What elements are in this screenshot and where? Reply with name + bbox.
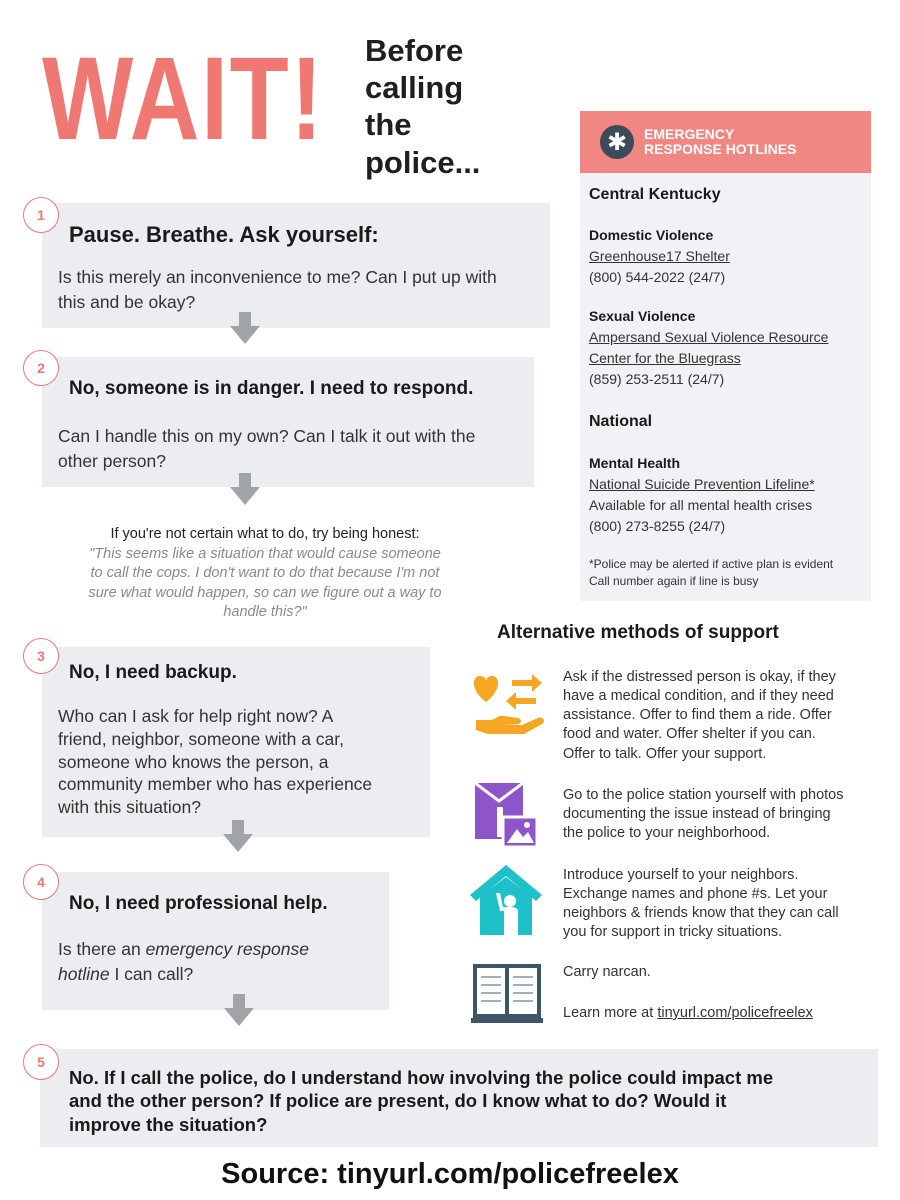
text-line: the police to your neighborhood. xyxy=(563,825,771,842)
care-exchange-icon xyxy=(468,668,548,740)
down-arrow-icon xyxy=(230,473,260,505)
region-central-kentucky: Central Kentucky xyxy=(589,186,721,203)
text-line: with this situation? xyxy=(58,797,201,817)
step-2-text xyxy=(58,424,475,473)
category-label: Mental Health xyxy=(589,455,681,471)
step-1-text xyxy=(58,265,497,314)
honesty-quote-line: to call the cops. I don't want to do that because I'm not xyxy=(90,565,440,582)
text-line: someone who knows the person, a xyxy=(58,751,329,772)
text-fragment: Is there an xyxy=(58,939,146,959)
step-2-number: 2 xyxy=(23,350,59,386)
footnote-line: Call number again if line is busy xyxy=(589,574,759,589)
honesty-lead: If you're not certain what to do, try being honest: xyxy=(110,526,420,542)
text-line: Who can I ask for help right now? A xyxy=(58,706,334,726)
step-3-title: No, I need backup. xyxy=(69,662,237,683)
text-line: assistance. Offer to find them a ride. Offer xyxy=(563,707,832,724)
wait-headline: WAIT! xyxy=(42,33,325,165)
text-line: Ask if the distressed person is okay, if they xyxy=(563,669,836,685)
text-line: other person? xyxy=(58,450,166,471)
step-4-text xyxy=(58,937,378,986)
sexual-violence-entry xyxy=(589,306,828,390)
honesty-quote-line: "This seems like a situation that would cause someone xyxy=(89,545,441,562)
step-4-title: No, I need professional help. xyxy=(69,893,328,914)
honesty-quote-line: handle this?" xyxy=(223,604,307,621)
emergency-hotlines-panel xyxy=(580,111,871,601)
neighbor-house-icon xyxy=(470,863,542,935)
text-emphasis: emergency response xyxy=(145,939,309,959)
down-arrow-icon xyxy=(224,994,254,1026)
open-book-icon xyxy=(471,962,543,1024)
org-link[interactable]: Ampersand Sexual Violence Resource xyxy=(589,329,829,345)
org-link[interactable]: Greenhouse17 Shelter xyxy=(589,248,730,264)
alternative-photos-text xyxy=(563,786,883,843)
subtitle-line: the xyxy=(365,107,412,143)
learn-more-text xyxy=(563,1004,883,1023)
down-arrow-icon xyxy=(230,312,260,344)
text-emphasis: hotline xyxy=(58,963,110,984)
text-line: Exchange names and phone #s. Let your xyxy=(563,886,828,903)
subtitle-line: Before xyxy=(365,33,464,68)
domestic-violence-entry xyxy=(589,225,730,288)
learn-more-link[interactable]: tinyurl.com/policefreelex xyxy=(657,1005,813,1021)
text-line: community member who has experience xyxy=(58,774,373,795)
medical-star-icon: ✱ xyxy=(600,125,634,159)
text-line: have a medical condition, and if they need xyxy=(563,688,834,705)
text-line: Introduce yourself to your neighbors. xyxy=(563,867,799,883)
step-1-title: Pause. Breathe. Ask yourself: xyxy=(69,222,379,247)
subtitle-line: police... xyxy=(365,144,481,180)
step-4-number: 4 xyxy=(23,864,59,900)
step-2-title: No, someone is in danger. I need to respond. xyxy=(69,378,474,399)
honesty-suggestion xyxy=(55,525,475,623)
step-1-number: 1 xyxy=(23,197,59,233)
headline-subtitle xyxy=(365,32,525,181)
text-line: Is this merely an inconvenience to me? Can I put up with xyxy=(58,267,497,287)
subtitle-line: calling xyxy=(365,70,464,106)
hotlines-header xyxy=(580,111,871,173)
text-line: Offer to talk. Offer your support. xyxy=(563,745,767,762)
photo-documents-icon xyxy=(475,783,537,849)
text-line: neighbors & friends know that they can call xyxy=(563,905,839,922)
region-national: National xyxy=(589,413,653,430)
step-3-text xyxy=(58,705,372,819)
phone-number: (800) 273-8255 (24/7) xyxy=(589,518,726,534)
phone-number: (800) 544-2022 (24/7) xyxy=(589,269,726,285)
source-footer: Source: tinyurl.com/policefreelex xyxy=(221,1158,679,1190)
org-link[interactable]: National Suicide Prevention Lifeline* xyxy=(589,476,815,492)
alternatives-title: Alternative methods of support xyxy=(497,622,779,643)
text-line: this and be okay? xyxy=(58,291,196,312)
text-line: friend, neighbor, someone with a car, xyxy=(58,728,345,749)
step-5-title xyxy=(69,1066,773,1136)
category-label: Sexual Violence xyxy=(589,308,696,324)
title-line: improve the situation? xyxy=(69,1113,268,1135)
text-line: food and water. Offer shelter if you can. xyxy=(563,726,816,743)
honesty-quote-line: sure what would happen, so can we figure out a way to xyxy=(88,584,442,601)
text-line: Can I handle this on my own? Can I talk it out with the xyxy=(58,426,476,446)
text-fragment: I can call? xyxy=(109,963,194,984)
org-link[interactable]: Center for the Bluegrass xyxy=(589,350,741,366)
title-line: EMERGENCY xyxy=(644,125,735,142)
alternative-neighbors-text xyxy=(563,866,883,943)
text-line: you for support in tricky situations. xyxy=(563,924,783,941)
text-line: Go to the police station yourself with photos xyxy=(563,787,844,803)
step-5-number: 5 xyxy=(23,1044,59,1080)
availability-note: Available for all mental health crises xyxy=(589,497,813,513)
learn-more-prefix: Learn more at xyxy=(563,1005,658,1021)
title-line: No. If I call the police, do I understand how involving the police could impact me xyxy=(69,1067,774,1088)
down-arrow-icon xyxy=(223,820,253,852)
hotline-footnote xyxy=(589,556,833,591)
mental-health-entry xyxy=(589,453,815,537)
category-label: Domestic Violence xyxy=(589,227,714,243)
title-line: and the other person? If police are present, do I know what to do? Would it xyxy=(69,1090,727,1112)
alternative-check-in-text xyxy=(563,668,883,764)
title-line: RESPONSE HOTLINES xyxy=(644,141,797,157)
text-line: documenting the issue instead of bringing xyxy=(563,806,831,823)
hotlines-title xyxy=(644,127,796,158)
step-3-number: 3 xyxy=(23,638,59,674)
alternative-narcan-text: Carry narcan. xyxy=(563,964,651,980)
footnote-line: *Police may be alerted if active plan is evident xyxy=(589,557,834,571)
phone-number: (859) 253-2511 (24/7) xyxy=(589,371,725,387)
